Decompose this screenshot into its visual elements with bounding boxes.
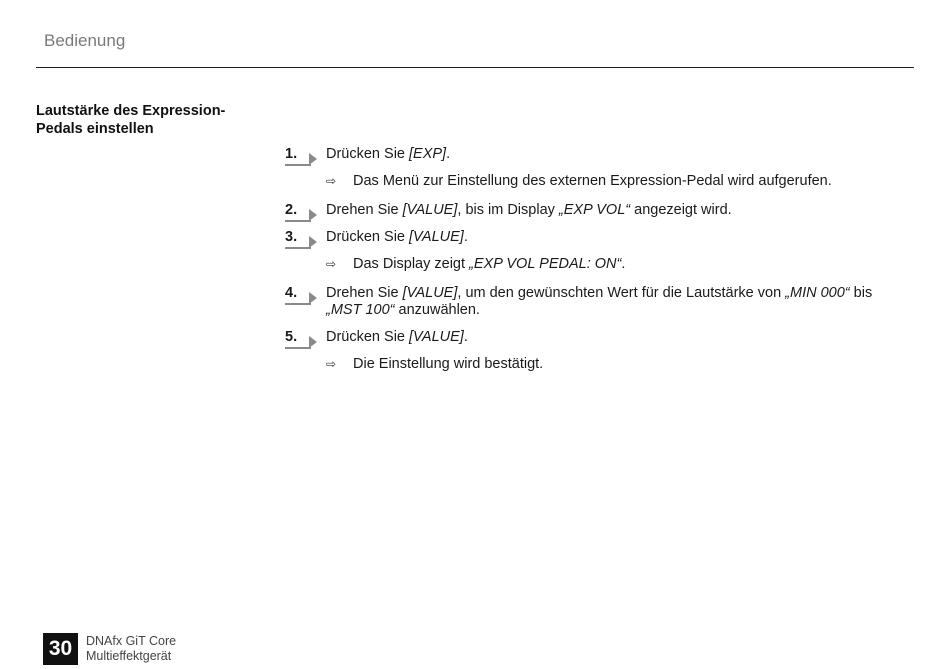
step-5-result bbox=[285, 356, 905, 373]
page-header-title: Bedienung bbox=[44, 31, 126, 50]
step-underline bbox=[285, 247, 311, 249]
step-marker bbox=[285, 146, 321, 166]
step-number: 3. bbox=[285, 229, 298, 245]
step-number: 5. bbox=[285, 329, 298, 345]
footer-product-info bbox=[86, 634, 176, 664]
hollow-arrow-right-icon: ⇨ bbox=[326, 257, 337, 271]
triangle-right-icon bbox=[309, 209, 317, 221]
step-text: Drehen Sie [VALUE], bis im Display „EXP VOL“ angezeigt wird. bbox=[326, 202, 732, 218]
step-underline bbox=[285, 164, 311, 166]
step-text: Drücken Sie [VALUE]. bbox=[326, 329, 468, 345]
hollow-arrow-right-icon: ⇨ bbox=[326, 357, 337, 371]
step-1-result bbox=[285, 173, 905, 190]
step-3-result bbox=[285, 256, 905, 273]
triangle-right-icon bbox=[309, 153, 317, 165]
hollow-arrow-right-icon: ⇨ bbox=[326, 174, 337, 188]
step-number: 2. bbox=[285, 202, 298, 218]
step-2 bbox=[285, 202, 905, 219]
step-marker bbox=[285, 329, 321, 349]
step-4 bbox=[285, 285, 905, 319]
instruction-steps bbox=[285, 146, 905, 373]
product-type: Multieffektgerät bbox=[86, 649, 172, 663]
step-number: 1. bbox=[285, 146, 298, 162]
result-text: Das Display zeigt „EXP VOL PEDAL: ON“. bbox=[353, 256, 626, 272]
result-text: Die Einstellung wird bestätigt. bbox=[353, 356, 544, 372]
product-name: DNAfx GiT Core bbox=[86, 634, 177, 648]
step-marker bbox=[285, 229, 321, 249]
step-5 bbox=[285, 329, 905, 346]
step-text: Drücken Sie [EXP]. bbox=[326, 146, 451, 162]
header-divider bbox=[36, 67, 914, 68]
step-marker bbox=[285, 202, 321, 222]
step-number: 4. bbox=[285, 285, 298, 301]
section-heading: Lautstärke des Expression-Pedals einstellen bbox=[36, 103, 226, 137]
result-text: Das Menü zur Einstellung des externen Expression-Pedal wird aufgerufen. bbox=[353, 173, 832, 189]
step-underline bbox=[285, 220, 311, 222]
step-text: Drücken Sie [VALUE]. bbox=[326, 229, 468, 245]
triangle-right-icon bbox=[309, 236, 317, 248]
step-3 bbox=[285, 229, 905, 246]
triangle-right-icon bbox=[309, 336, 317, 348]
step-text: Drehen Sie [VALUE], um den gewünschten Wert für die Lautstärke von „MIN 000“ bis „MST 100“ anzuwählen. bbox=[326, 285, 873, 318]
step-1 bbox=[285, 146, 905, 163]
triangle-right-icon bbox=[309, 292, 317, 304]
step-marker bbox=[285, 285, 321, 305]
step-underline bbox=[285, 347, 311, 349]
page-number: 30 bbox=[43, 633, 78, 665]
step-underline bbox=[285, 303, 311, 305]
